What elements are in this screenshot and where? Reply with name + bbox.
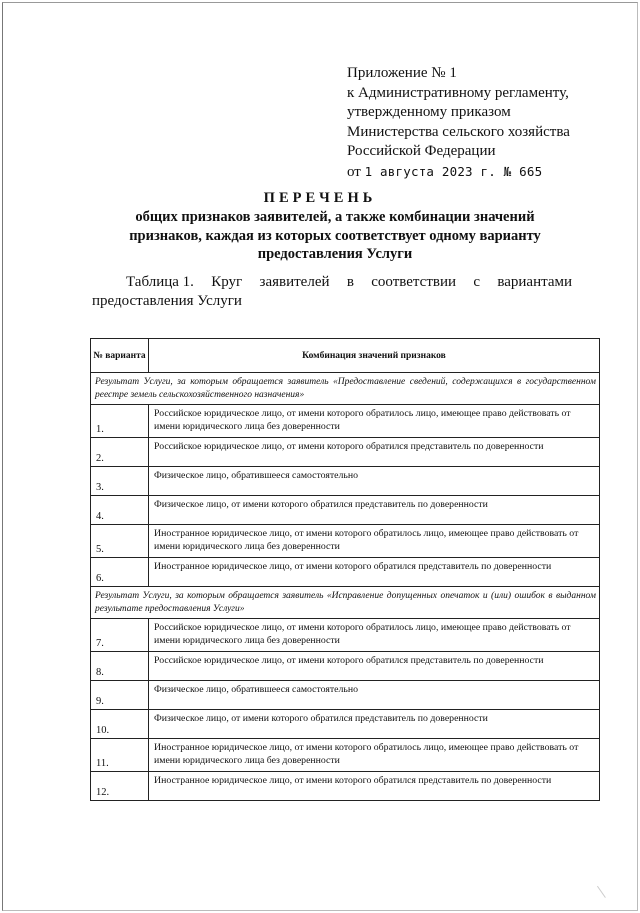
row-number: 7. xyxy=(91,619,149,652)
result-text: Результат Услуги, за которым обращается заявитель «Предоставление сведений, содержащихся в государственном реестре земель сельскохозяйственного назначения» xyxy=(91,373,600,405)
row-text: Российское юридическое лицо, от имени которого обратилось лицо, имеющее право действовать от имени юридического лица без доверенности xyxy=(149,619,600,652)
row-number: 2. xyxy=(91,438,149,467)
row-number: 10. xyxy=(91,710,149,739)
approval-line-2: к Административному регламенту, xyxy=(347,84,569,101)
table-row xyxy=(91,496,600,525)
row-number: 4. xyxy=(91,496,149,525)
table-row xyxy=(91,525,600,558)
row-text: Иностранное юридическое лицо, от имени которого обратился представитель по доверенности xyxy=(149,772,600,801)
caption-word: Круг xyxy=(211,274,243,290)
result-row-2 xyxy=(91,587,600,619)
row-text: Иностранное юридическое лицо, от имени которого обратилось лицо, имеющее право действовать от имени юридического лица без доверенности xyxy=(149,739,600,772)
caption-line-1 xyxy=(92,273,572,292)
caption-word: заявителей xyxy=(259,274,330,290)
row-text: Российское юридическое лицо, от имени которого обратился представитель по доверенности xyxy=(149,438,600,467)
result-row-1 xyxy=(91,373,600,405)
caption-word: с xyxy=(473,274,481,290)
document-title: ПЕРЕЧЕНЬ xyxy=(263,190,377,206)
row-text: Иностранное юридическое лицо, от имени которого обратился представитель по доверенности xyxy=(149,558,600,587)
approval-date-prefix: от xyxy=(347,163,361,180)
approval-line-3: утвержденному приказом xyxy=(347,104,511,121)
row-number: 3. xyxy=(91,467,149,496)
caption-word: Таблица 1. xyxy=(126,274,194,290)
row-text: Физическое лицо, обратившееся самостоятельно xyxy=(149,681,600,710)
approval-block xyxy=(347,64,627,183)
header-combination: Комбинация значений признаков xyxy=(149,339,600,373)
approval-line-1: Приложение № 1 xyxy=(347,65,457,81)
row-number: 12. xyxy=(91,772,149,801)
caption-word: соответствии xyxy=(371,274,457,290)
row-text: Физическое лицо, обратившееся самостоятельно xyxy=(149,467,600,496)
table-row xyxy=(91,772,600,801)
row-text: Физическое лицо, от имени которого обратился представитель по доверенности xyxy=(149,496,600,525)
table-header xyxy=(91,339,600,373)
row-number: 9. xyxy=(91,681,149,710)
row-number: 5. xyxy=(91,525,149,558)
table-row xyxy=(91,652,600,681)
table-row xyxy=(91,681,600,710)
approval-date-value: 1 августа 2023 г. № 665 xyxy=(364,163,543,179)
table-caption xyxy=(92,273,572,311)
row-number: 1. xyxy=(91,405,149,438)
approval-date xyxy=(347,162,627,183)
row-number: 6. xyxy=(91,558,149,587)
header-num: № варианта xyxy=(91,339,149,373)
caption-word: вариантами xyxy=(497,274,573,290)
result-text: Результат Услуги, за которым обращается заявитель «Исправление допущенных опечаток и (или) ошибок в выданном результате предоставления Услуги» xyxy=(91,587,600,619)
table-row xyxy=(91,710,600,739)
document-subtitle: общих признаков заявителей, а также комбинации значений признаков, каждая из которых соответствует одному варианту предоставления Услуги xyxy=(129,209,541,262)
row-number: 11. xyxy=(91,739,149,772)
table-row xyxy=(91,438,600,467)
caption-line-2: предоставления Услуги xyxy=(92,293,242,309)
table-row xyxy=(91,739,600,772)
table-row xyxy=(91,558,600,587)
variants-table xyxy=(90,338,600,801)
approval-line-5: Российской Федерации xyxy=(347,143,496,160)
row-text: Российское юридическое лицо, от имени которого обратилось лицо, имеющее право действовать от имени юридического лица без доверенности xyxy=(149,405,600,438)
table-row xyxy=(91,619,600,652)
table-row xyxy=(91,405,600,438)
table-row xyxy=(91,467,600,496)
row-text: Физическое лицо, от имени которого обратился представитель по доверенности xyxy=(149,710,600,739)
row-text: Иностранное юридическое лицо, от имени которого обратилось лицо, имеющее право действовать от имени юридического лица без доверенности xyxy=(149,525,600,558)
row-text: Российское юридическое лицо, от имени которого обратился представитель по доверенности xyxy=(149,652,600,681)
row-number: 8. xyxy=(91,652,149,681)
caption-word: в xyxy=(346,274,354,290)
approval-line-4: Министерства сельского хозяйства xyxy=(347,123,570,140)
